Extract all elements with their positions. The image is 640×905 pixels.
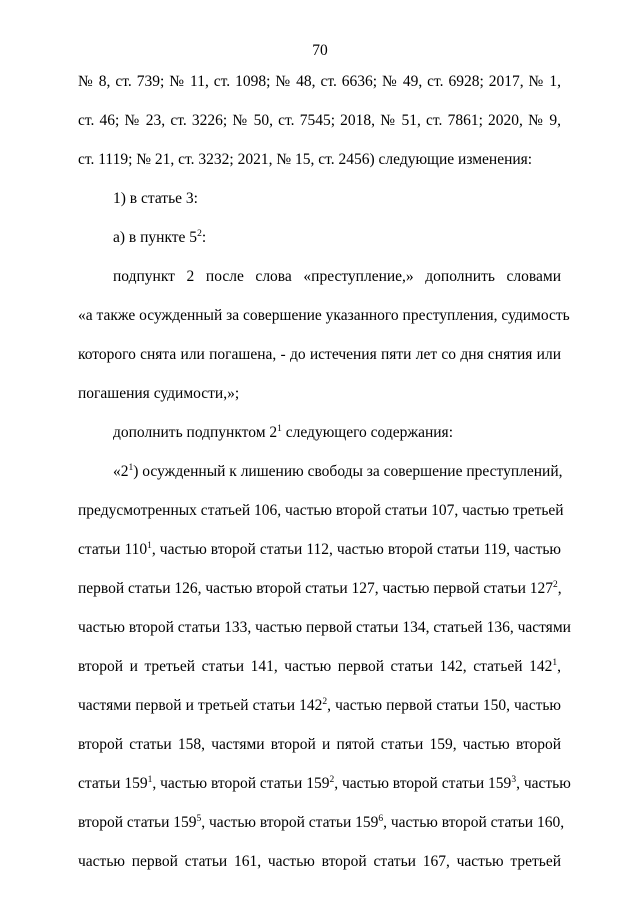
text-line-20: второй статьи $159^5$, частью второй статьи $159^6$, частью второй статьи 160, [78, 814, 565, 831]
text-line-14: первой статьи 126, частью второй статьи 127, частью первой статьи $127^2$, [78, 580, 562, 597]
superscript: 2 [197, 229, 202, 239]
text-line-1: № 8, ст. 739; № 11, ст. 1098; № 48, ст. 6636; № 49, ст. 6928; 2017, № 1, [78, 73, 561, 90]
superscript: 5 [196, 814, 202, 824]
text-line-12: предусмотренных статьей 106, частью второй статьи 107, частью третьей [78, 502, 564, 519]
text-line-18: второй статьи 158, частями второй и пятой статьи 159, частью второй [78, 736, 561, 753]
superscript: 2 [553, 580, 558, 590]
text-line-9: погашения судимости,»; [78, 385, 240, 402]
superscript: 1 [277, 424, 282, 434]
superscript: 2 [322, 697, 328, 707]
superscript: 1 [128, 463, 134, 473]
text-line-8: которого снята или погашена, - до истечения пяти лет со дня снятия или [78, 346, 561, 363]
text-line-13: статьи $110^1$, частью второй статьи 112, частью второй статьи 119, частью [78, 541, 561, 558]
text-line-19: статьи $159^1$, частью второй статьи $159^2$, частью второй статьи $159^3$, частью [78, 775, 571, 792]
text-line-2: ст. 46; № 23, ст. 3226; № 50, ст. 7545; 2018, № 51, ст. 7861; 2020, № 9, [78, 112, 561, 129]
superscript: 3 [511, 775, 517, 785]
text-line-7: «а также осужденный за совершение указанного преступления, судимость [78, 307, 570, 324]
page-number: 70 [312, 42, 328, 59]
text-line-16: второй и третьей статьи 141, частью первой статьи 142, статьей $142^1$, [78, 658, 561, 675]
text-line-3: ст. 1119; № 21, ст. 3232; 2021, № 15, ст. 2456) следующие изменения: [78, 151, 533, 168]
text-line-21: частью первой статьи 161, частью второй статьи 167, частью третьей [78, 853, 561, 870]
text-line-15: частью второй статьи 133, частью первой статьи 134, статьей 136, частями [78, 619, 571, 636]
text-line-4: 1) в статье 3: [113, 190, 198, 207]
text-line-11: «$2^1$) осужденный к лишению свободы за совершение преступлений, [113, 463, 563, 480]
text-line-17: частями первой и третьей статьи $142^2$, частью первой статьи 150, частью [78, 697, 561, 714]
superscript: 6 [378, 814, 384, 824]
superscript: 1 [147, 775, 153, 785]
text-line-6: подпункт 2 после слова «преступление,» дополнить словами [113, 268, 561, 285]
text-line-5: а) в пункте $5^2$: [113, 229, 207, 246]
superscript: 1 [147, 541, 152, 551]
superscript: 1 [552, 658, 558, 668]
superscript: 2 [329, 775, 335, 785]
text-line-10: дополнить подпунктом $2^1$ следующего содержания: [113, 424, 453, 441]
